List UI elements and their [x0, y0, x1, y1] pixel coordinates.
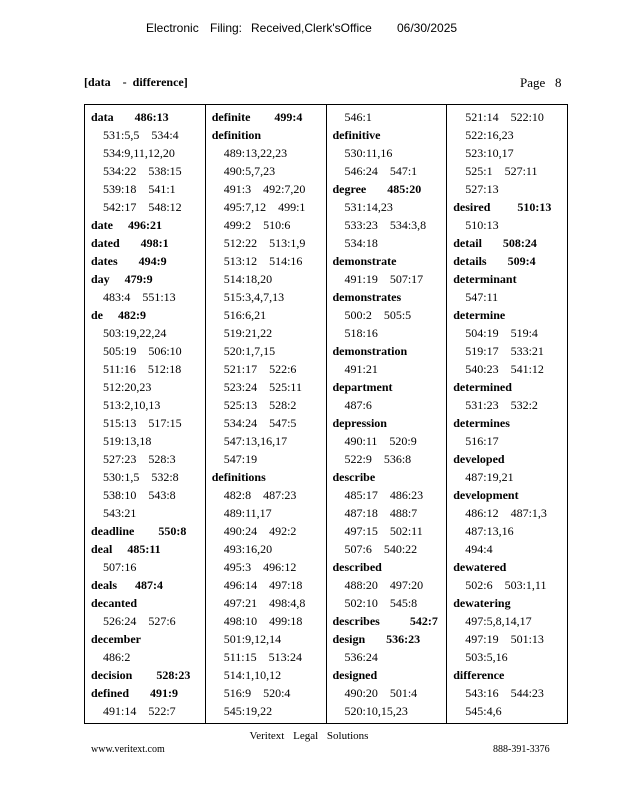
page-number: Page 8 [520, 75, 562, 90]
index-citation: 525:1 527:11 [465, 164, 538, 178]
index-citation: 507:16 [103, 560, 137, 574]
index-citation: 494:4 [465, 542, 493, 556]
index-citation: 513:12 514:16 [223, 254, 303, 268]
index-citation: 521:17 522:6 [223, 362, 297, 376]
index-term: designed [332, 668, 378, 682]
index-citation: 487:13,16 [465, 524, 514, 538]
index-citation: 522:16,23 [465, 128, 514, 142]
index-citation: 491:21 [344, 362, 378, 376]
index-term: definitive [332, 128, 381, 142]
index-citation: 497:5,8,14,17 [465, 614, 532, 628]
word-index-table [84, 104, 568, 724]
index-citation: 490:24 492:2 [223, 524, 297, 538]
index-term: dates 494:9 [91, 254, 167, 268]
index-citation: 483:4 551:13 [103, 290, 176, 304]
index-citation: 507:6 540:22 [344, 542, 418, 556]
index-citation: 500:2 505:5 [344, 308, 412, 322]
index-citation: 503:19,22,24 [103, 326, 167, 340]
index-citation: 543:21 [103, 506, 137, 520]
index-citation: 482:8 487:23 [223, 488, 297, 502]
index-citation: 501:9,12,14 [223, 632, 282, 646]
index-citation: 534:18 [344, 236, 378, 250]
index-term: deadline 550:8 [91, 524, 187, 538]
index-citation: 487:19,21 [465, 470, 514, 484]
index-term: december [91, 632, 141, 646]
index-citation: 527:13 [465, 182, 499, 196]
index-term: dewatering [453, 596, 511, 610]
index-citation: 530:11,16 [344, 146, 393, 160]
index-citation: 546:24 547:1 [344, 164, 418, 178]
index-citation: 543:16 544:23 [465, 686, 544, 700]
index-citation: 489:13,22,23 [223, 146, 288, 160]
index-term: determinant [453, 272, 517, 286]
index-citation: 503:5,16 [465, 650, 508, 664]
index-citation: 527:23 528:3 [103, 452, 176, 466]
index-citation: 502:10 545:8 [344, 596, 418, 610]
index-citation: 536:24 [344, 650, 378, 664]
index-citation: 531:14,23 [344, 200, 393, 214]
index-citation: 486:12 487:1,3 [465, 506, 547, 520]
index-citation: 523:10,17 [465, 146, 514, 160]
index-citation: 511:16 512:18 [103, 362, 182, 376]
index-term: decision 528:23 [91, 668, 191, 682]
index-term: deal 485:11 [91, 542, 161, 556]
index-term: dated 498:1 [91, 236, 169, 250]
index-citation: 515:13 517:15 [103, 416, 182, 430]
index-term: demonstrate [332, 254, 397, 268]
index-citation: 516:17 [465, 434, 499, 448]
index-citation: 485:17 486:23 [344, 488, 424, 502]
index-citation: 531:5,5 534:4 [103, 128, 179, 142]
index-citation: 514:18,20 [223, 272, 273, 286]
index-term: day 479:9 [91, 272, 153, 286]
index-citation: 540:23 541:12 [465, 362, 544, 376]
index-citation: 516:6,21 [223, 308, 267, 322]
index-citation: 534:9,11,12,20 [103, 146, 175, 160]
index-citation: 487:18 488:7 [344, 506, 418, 520]
index-citation: 504:19 519:4 [465, 326, 538, 340]
index-term: detail 508:24 [453, 236, 537, 250]
index-term: determines [453, 416, 510, 430]
index-term: definition [211, 128, 262, 142]
index-citation: 490:5,7,23 [223, 164, 276, 178]
index-citation: 520:10,15,23 [344, 704, 408, 718]
index-citation: 497:21 498:4,8 [223, 596, 306, 610]
footer-phone: 888-391-3376 [493, 744, 550, 755]
filing-date: 06/30/2025 [397, 21, 458, 35]
index-term: dewatered [453, 560, 507, 574]
footer-company: Veritext Legal Solutions [249, 730, 369, 742]
index-term: design 536:23 [332, 632, 421, 646]
index-citation: 491:14 522:7 [103, 704, 176, 718]
index-citation: 491:3 492:7,20 [223, 182, 306, 196]
index-term: developed [453, 452, 505, 466]
index-citation: 513:2,10,13 [103, 398, 161, 412]
index-citation: 530:1,5 532:8 [103, 470, 179, 484]
index-citation: 534:22 538:15 [103, 164, 182, 178]
index-term: definite 499:4 [211, 110, 303, 124]
index-term: details 509:4 [453, 254, 536, 268]
index-term: degree 485:20 [332, 182, 422, 196]
index-column-2 [206, 105, 327, 723]
index-citation: 522:9 536:8 [344, 452, 412, 466]
index-citation: 511:15 513:24 [223, 650, 302, 664]
index-citation: 547:19 [223, 452, 258, 466]
index-citation: 490:20 501:4 [344, 686, 418, 700]
filing-system: Electronic [146, 21, 199, 35]
index-term: defined 491:9 [91, 686, 178, 700]
index-term: decanted [91, 596, 137, 610]
index-citation: 518:16 [344, 326, 378, 340]
index-term: describe [332, 470, 376, 484]
index-citation: 489:11,17 [223, 506, 272, 520]
index-citation: 539:18 541:1 [103, 182, 176, 196]
index-term: de 482:9 [91, 308, 146, 322]
index-citation: 525:13 528:2 [223, 398, 297, 412]
index-range: [data - difference] [84, 75, 188, 89]
index-citation: 519:21,22 [223, 326, 273, 340]
index-citation: 498:10 499:18 [223, 614, 303, 628]
index-citation: 547:13,16,17 [223, 434, 288, 448]
index-term: difference [453, 668, 505, 682]
index-citation: 486:2 [103, 650, 131, 664]
filing-label: Filing: [210, 21, 243, 35]
index-citation: 547:11 [465, 290, 499, 304]
index-citation: 497:15 502:11 [344, 524, 423, 538]
index-term: determine [453, 308, 506, 322]
index-term: department [332, 380, 393, 394]
index-citation: 545:19,22 [223, 704, 273, 718]
index-citation: 490:11 520:9 [344, 434, 417, 448]
index-citation: 512:20,23 [103, 380, 152, 394]
index-column-3 [327, 105, 448, 723]
index-citation: 531:23 532:2 [465, 398, 538, 412]
index-term: data 486:13 [91, 110, 169, 124]
index-term: described [332, 560, 382, 574]
index-term: depression [332, 416, 387, 430]
footer-website: www.veritext.com [91, 744, 165, 755]
index-citation: 512:22 513:1,9 [223, 236, 306, 250]
index-citation: 496:14 497:18 [223, 578, 303, 592]
index-citation: 510:13 [465, 218, 499, 232]
index-citation: 497:19 501:13 [465, 632, 544, 646]
index-citation: 519:13,18 [103, 434, 152, 448]
index-citation: 495:7,12 499:1 [223, 200, 306, 214]
index-term: date 496:21 [91, 218, 162, 232]
index-citation: 542:17 548:12 [103, 200, 182, 214]
index-citation: 516:9 520:4 [223, 686, 291, 700]
index-citation: 514:1,10,12 [223, 668, 282, 682]
index-term: determined [453, 380, 512, 394]
index-column-4 [447, 105, 567, 723]
index-citation: 545:4,6 [465, 704, 502, 718]
index-citation: 533:23 534:3,8 [344, 218, 427, 232]
index-citation: 534:24 547:5 [223, 416, 297, 430]
index-citation: 505:19 506:10 [103, 344, 182, 358]
index-term: development [453, 488, 519, 502]
index-term: describes 542:7 [332, 614, 438, 628]
index-citation: 487:6 [344, 398, 372, 412]
index-term: desired 510:13 [453, 200, 552, 214]
index-column-1 [85, 105, 206, 723]
index-citation: 519:17 533:21 [465, 344, 544, 358]
index-citation: 538:10 543:8 [103, 488, 176, 502]
index-citation: 499:2 510:6 [223, 218, 291, 232]
index-citation: 520:1,7,15 [223, 344, 276, 358]
index-term: demonstrates [332, 290, 402, 304]
index-term: deals 487:4 [91, 578, 163, 592]
index-citation: 502:6 503:1,11 [465, 578, 547, 592]
index-term: demonstration [332, 344, 408, 358]
index-citation: 493:16,20 [223, 542, 273, 556]
index-citation: 515:3,4,7,13 [223, 290, 285, 304]
index-citation: 546:1 [344, 110, 372, 124]
index-citation: 521:14 522:10 [465, 110, 544, 124]
filing-status: Received,Clerk'sOffice [251, 21, 372, 35]
index-citation: 523:24 525:11 [223, 380, 302, 394]
index-term: definitions [211, 470, 266, 484]
index-citation: 491:19 507:17 [344, 272, 424, 286]
index-citation: 495:3 496:12 [223, 560, 297, 574]
index-citation: 526:24 527:6 [103, 614, 176, 628]
index-citation: 488:20 497:20 [344, 578, 424, 592]
